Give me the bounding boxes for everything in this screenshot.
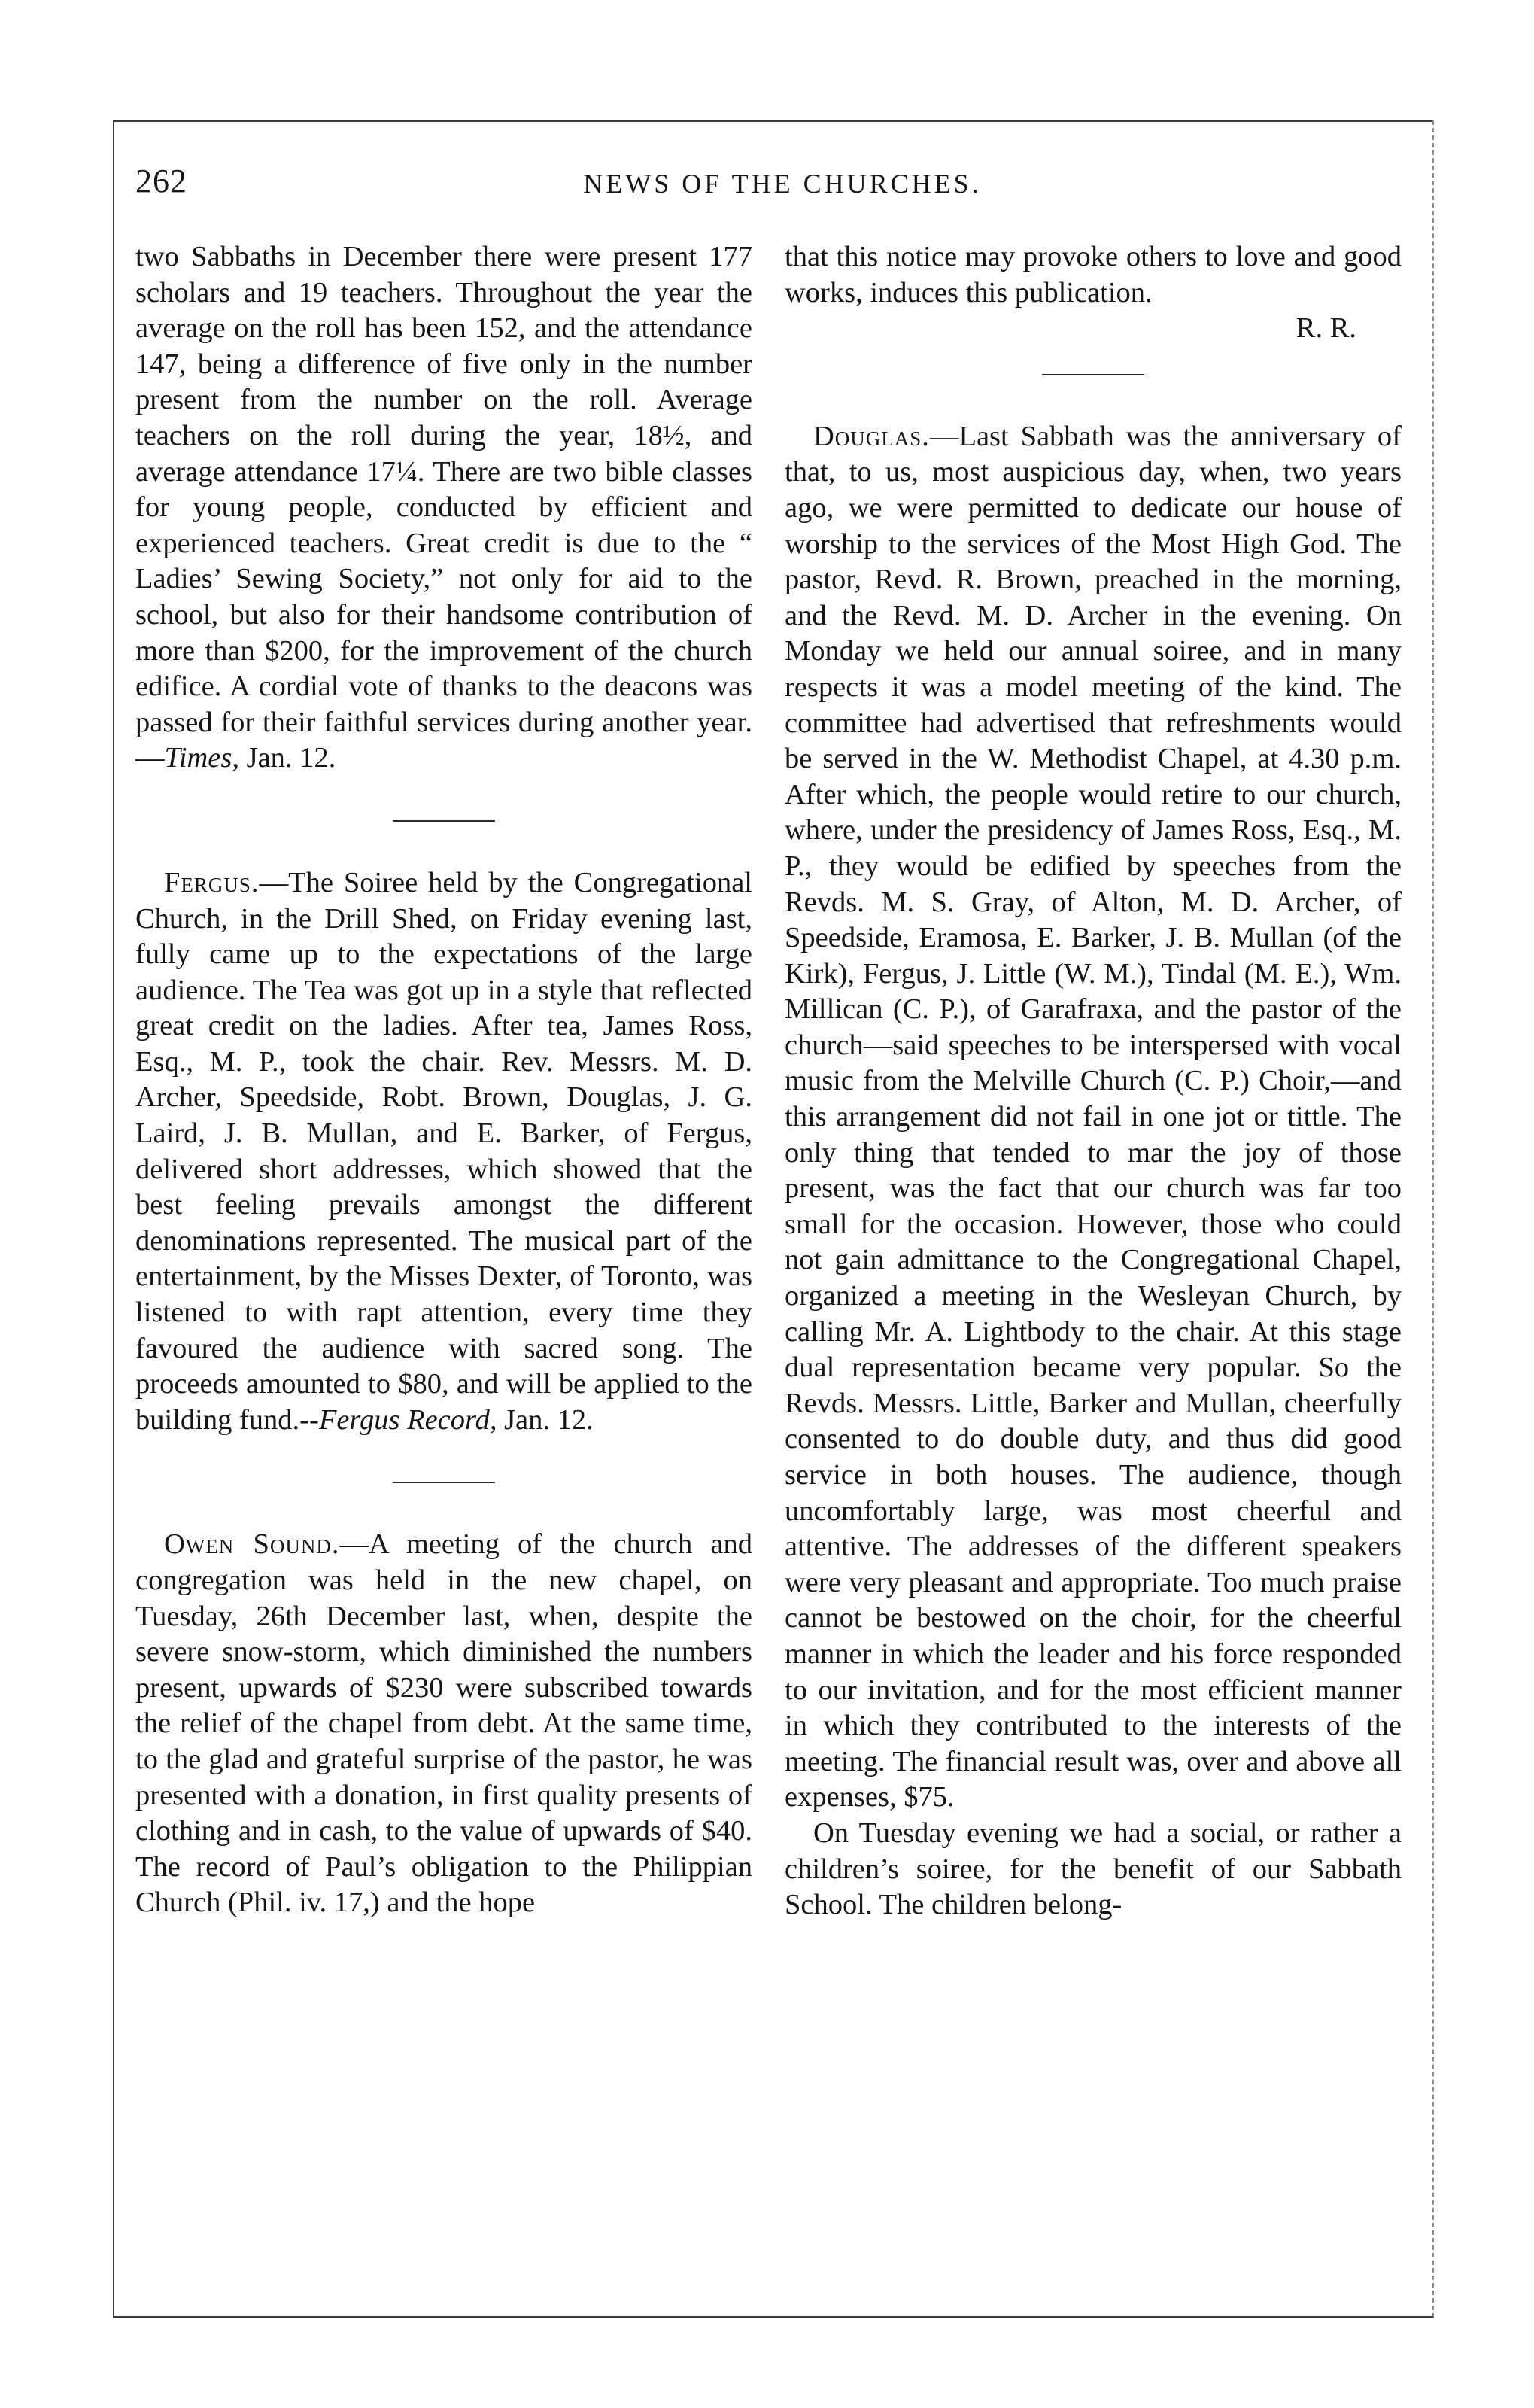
section-divider (1042, 374, 1144, 375)
source-citation: Fergus Record, (318, 1403, 497, 1436)
page-frame-top (113, 120, 1433, 122)
page-frame-bottom (113, 2316, 1433, 2318)
page-number: 262 (135, 163, 187, 199)
running-head (135, 162, 1429, 207)
article-signature: R. R. (1296, 312, 1356, 345)
fergus-article (135, 865, 752, 1439)
continued-paragraph (135, 239, 752, 777)
source-date: Jan. 12. (238, 742, 336, 774)
article-text: —Last Sabbath was the anniversary of that, to us, most auspicious day, when, two years ago, we were permitted to dedicate our house of worship to the services of the Most High God. The pastor, Revd. R. Brown, preached in the morning, and the Revd. M. D. Archer in the evening. On Monday we held our annual soiree, and in many respects it was a model meeting of the kind. The committee had advertised that refreshments would be served in the W. Methodist Chapel, at 4.30 p.m. After which, the people would retire to our church, where, under the presidency of James Ross, Esq., M. P., they would be edified by speeches from the Revds. M. S. Gray, of Alton, M. D. Archer, of Speedside, Eramosa, E. Barker, J. B. Mullan (of the Kirk), Fergus, J. Little (W. M.), Tindal (M. E.), Wm. Millican (C. P.), of Garafraxa, and the pastor of the church—said speeches to be interspersed with vocal music from the Melville Church (C. P.) Choir,—and this arrangement did not fail in one jot or tittle. The only thing that tended to mar the joy of those present, was the fact that our church was far too small for the occasion. However, those who could not gain admittance to the Congregational Chapel, organized a meeting in the Wesleyan Church, by calling Mr. A. Lightbody to the chair. At this stage dual representation became very popular. So the Revds. Messrs. Little, Barker and Mullan, cheerfully consented to do double duty, and thus did good service in both houses. The audience, though uncomfortably large, was most cheerful and attentive. The addresses of the different speakers were very pleasant and appropriate. Too much praise cannot be bestowed on the choir, for the cheerful manner in which the leader and his force responded to our invitation, and for the most efficient manner in which they contributed to the interests of the meeting. The financial result was, over and above all expenses, $75. (785, 420, 1402, 1814)
page-frame-left (113, 120, 114, 2318)
page-title: NEWS OF THE CHURCHES. (583, 169, 982, 199)
section-divider (393, 820, 495, 822)
section-divider (393, 1482, 495, 1483)
douglas-article (785, 419, 1402, 1816)
owen-sound-article (135, 1527, 752, 1921)
article-heading: Fergus. (164, 866, 260, 898)
source-citation: Times, (164, 742, 239, 774)
owen-sound-continued: that this notice may provoke others to love and good works, induces this publication. (785, 241, 1402, 309)
continued-text: two Sabbaths in December there were present 177 scholars and 19 teachers. Throughout the year the average on the roll has been 152, and the attendance 147, being a difference of five only in the number present from the number on the roll. Average teachers on the roll during the year, 18½, and average attendance 17¼. There are two bible classes for young people, conducted by efficient and experienced teachers. Great credit is due to the “ Ladies’ Sewing Society,” not only for aid to the school, but also for their handsome contribution of more than $200, for the improvement of the church edifice. A cordial vote of thanks to the deacons was passed for their faithful services during another year.— (135, 241, 752, 774)
article-heading: Owen Sound. (164, 1528, 340, 1561)
social-paragraph: On Tuesday evening we had a social, or rather a children’s soiree, for the benefit of our Sabbath School. The children belong- (785, 1817, 1402, 1921)
article-text: —A meeting of the church and congregation was held in the new chapel, on Tuesday, 26th December last, when, despite the severe snow-storm, which diminished the numbers present, upwards of $230 were subscribed towards the relief of the chapel from debt. At the same time, to the glad and grateful surprise of the pastor, he was presented with a donation, in first quality presents of clothing and in cash, to the value of upwards of $40. The record of Paul’s obligation to the Philippian Church (Phil. iv. 17,) and the hope (135, 1528, 752, 1919)
article-text: —The Soiree held by the Congregational Church, in the Drill Shed, on Friday evening last, fully came up to the expectations of the large audience. The Tea was got up in a style that reflected great credit on the ladies. After tea, James Ross, Esq., M. P., took the chair. Rev. Messrs. M. D. Archer, Speedside, Robt. Brown, Douglas, J. G. Laird, J. B. Mullan, and E. Barker, of Fergus, delivered short addresses, which showed that the best feeling prevails amongst the different denominations represented. The musical part of the entertainment, by the Misses Dexter, of Toronto, was listened to with rapt attention, every time they favoured the audience with sacred song. The proceeds amounted to $80, and will be applied to the building fund.-- (135, 866, 752, 1436)
article-heading: Douglas. (813, 420, 930, 452)
left-column (135, 239, 752, 1921)
page-frame-right (1432, 120, 1434, 2318)
source-date: Jan. 12. (497, 1403, 594, 1436)
right-column (785, 239, 1402, 1923)
